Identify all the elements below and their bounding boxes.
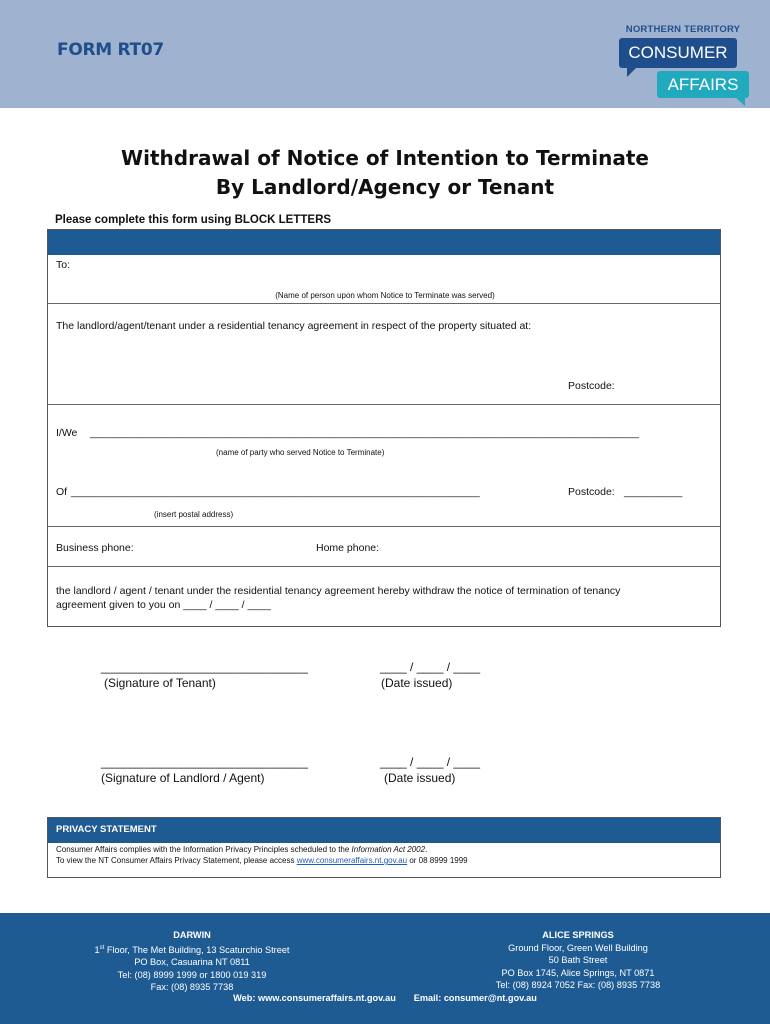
tenant-date-line[interactable]: ____ / ____ / ____: [380, 660, 481, 674]
divider: [48, 526, 720, 527]
withdraw-text-line1: the landlord / agent / tenant under the residential tenancy agreement hereby withdraw the notice of termination of tenancy: [56, 585, 621, 597]
business-phone-label: Business phone:: [56, 542, 134, 554]
home-phone-label: Home phone:: [316, 542, 380, 554]
form-code: FORM RT07: [57, 40, 164, 60]
privacy-link[interactable]: www.consumeraffairs.nt.gov.au: [296, 856, 408, 865]
postcode-label: Postcode:: [568, 380, 615, 392]
logo-consumer-bubble: CONSUMER: [619, 38, 737, 68]
alice-po-box: PO Box 1745, Alice Springs, NT 0871: [501, 967, 655, 978]
tenant-signature-label: (Signature of Tenant): [104, 676, 216, 690]
of-hint: (insert postal address): [154, 510, 234, 519]
divider: [48, 404, 720, 405]
logo-bubble-tail-icon: [735, 97, 745, 106]
withdraw-text-line2: agreement given to you on ____ / ____ / ____: [56, 599, 271, 611]
alice-address-line1: Ground Floor, Green Well Building: [508, 942, 648, 953]
form-instruction: Please complete this form using BLOCK LETTERS: [55, 214, 332, 226]
privacy-box: [47, 817, 721, 878]
divider: [48, 566, 720, 567]
postcode2-field[interactable]: __________: [624, 486, 683, 498]
iwe-label: I/We: [56, 427, 78, 439]
of-address-field[interactable]: ______________________________________________________________________: [71, 486, 480, 498]
logo-bubble-tail-icon: [627, 67, 637, 77]
alice-springs-office: [428, 929, 728, 992]
privacy-header-bar: [48, 818, 720, 843]
darwin-fax: Fax: (08) 8935 7738: [150, 982, 234, 993]
landlord-signature-label: (Signature of Landlord / Agent): [101, 771, 265, 785]
of-label: Of: [56, 486, 68, 498]
landlord-date-label: (Date issued): [384, 771, 456, 785]
logo-top-text: NORTHERN TERRITORY: [625, 24, 741, 35]
page-title-line2: By Landlord/Agency or Tenant: [215, 175, 555, 199]
privacy-line2: To view the NT Consumer Affairs Privacy Statement, please access www.consumeraffairs.nt.gov.au or 08 8999 1999: [56, 856, 468, 865]
iwe-hint: (name of party who served Notice to Terminate): [216, 448, 385, 457]
alice-address-line2: 50 Bath Street: [548, 955, 608, 966]
privacy-line1: Consumer Affairs complies with the Information Privacy Principles scheduled to the Information Act 2002.: [56, 845, 428, 854]
privacy-title: PRIVACY STATEMENT: [56, 824, 157, 835]
darwin-address-line1: 1st Floor, The Met Building, 13 Scaturchio Street: [94, 944, 290, 955]
alice-title: ALICE SPRINGS: [542, 930, 614, 940]
darwin-address-line2: PO Box, Casuarina NT 0811: [134, 957, 250, 968]
tenant-signature-line[interactable]: _______________________________: [101, 660, 308, 674]
logo-affairs-bubble: AFFAIRS: [657, 71, 749, 98]
postcode2-label: Postcode:: [568, 486, 615, 498]
alice-phone-fax: Tel: (08) 8924 7052 Fax: (08) 8935 7738: [495, 980, 661, 991]
darwin-title: DARWIN: [173, 930, 211, 940]
property-text: The landlord/agent/tenant under a residential tenancy agreement in respect of the property situated at:: [56, 320, 532, 332]
darwin-office: [42, 929, 342, 994]
consumer-affairs-logo: [617, 24, 749, 104]
divider: [48, 303, 720, 304]
page-title-line1: Withdrawal of Notice of Intention to Terminate: [121, 146, 649, 170]
page-footer: [0, 913, 770, 1024]
iwe-field[interactable]: ______________________________________________________________________________________________: [90, 427, 639, 439]
form-header-bar: [48, 230, 720, 255]
darwin-phone: Tel: (08) 8999 1999 or 1800 019 319: [117, 969, 267, 980]
page-header: [0, 0, 770, 108]
landlord-signature-line[interactable]: _______________________________: [101, 755, 308, 769]
landlord-date-line[interactable]: ____ / ____ / ____: [380, 755, 481, 769]
web-email-line: Web: www.consumeraffairs.nt.gov.au Email: consumer@nt.gov.au: [233, 993, 537, 1003]
to-label: To:: [56, 259, 71, 271]
tenant-date-label: (Date issued): [381, 676, 453, 690]
form-box: [47, 229, 721, 627]
to-hint: (Name of person upon whom Notice to Terminate was served): [275, 291, 495, 300]
